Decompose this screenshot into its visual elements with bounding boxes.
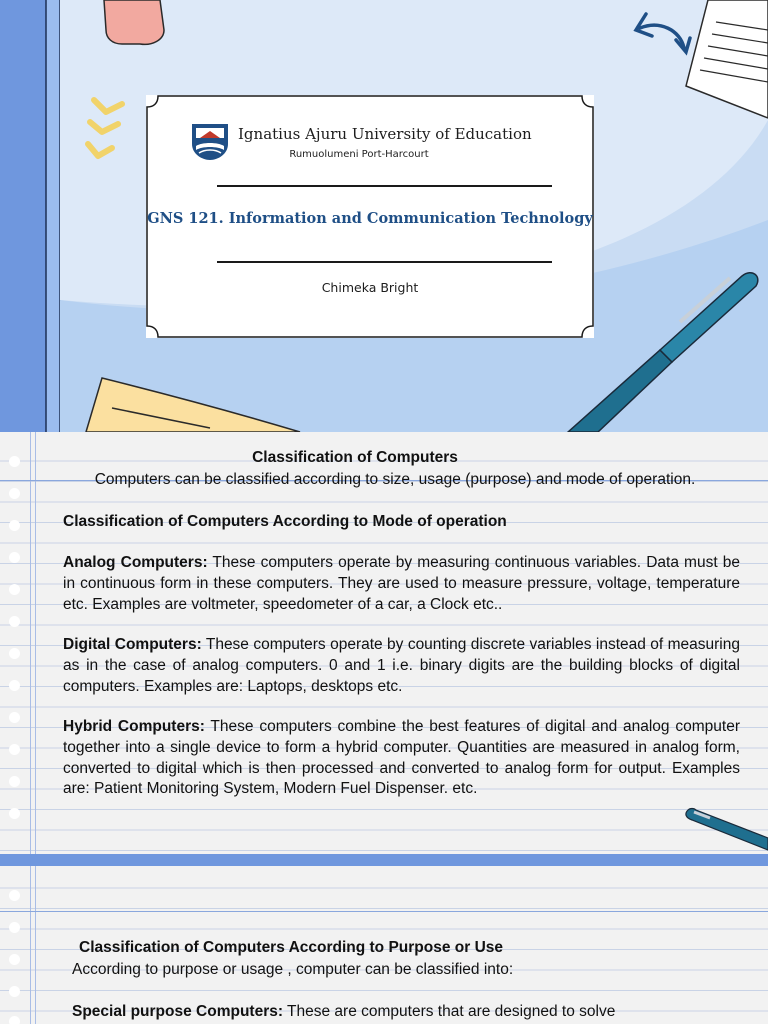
paragraph-digital	[63, 635, 740, 697]
university-logo-icon	[190, 122, 230, 162]
university-name: Ignatius Ajuru University of Education	[238, 125, 532, 143]
author-name: Chimeka Bright	[321, 280, 419, 295]
paragraph-analog	[63, 553, 740, 615]
term-special-purpose: Special purpose Computers:	[72, 1003, 284, 1020]
binder-hole	[9, 890, 20, 901]
margin-line	[30, 432, 31, 854]
binder-hole	[9, 680, 20, 691]
binder-hole	[9, 954, 20, 965]
divider-line	[217, 185, 552, 187]
divider-line	[217, 261, 552, 263]
term-hybrid: Hybrid Computers:	[63, 718, 205, 735]
notebook-page-1	[0, 432, 768, 854]
binder-hole	[9, 648, 20, 659]
binder-hole	[9, 584, 20, 595]
cover-slide	[0, 0, 768, 432]
paragraph-hybrid	[63, 717, 740, 800]
binder-hole	[9, 520, 20, 531]
definition-special-purpose: These are computers that are designed to solve	[283, 1003, 616, 1020]
section-heading: Classification of Computers According to Purpose or Use	[79, 939, 504, 956]
margin-line	[30, 866, 31, 1024]
intro-text: Computers can be classified according to size, usage (purpose) and mode of operation.	[94, 471, 696, 488]
binder-hole	[9, 616, 20, 627]
binder-hole	[9, 922, 20, 933]
definition-digital: These computers operate by counting discrete variables instead of measuring as in the case of analog computers. 0 and 1 i.e. binary digits are the building blocks of digital computers. Examples are: Laptops, desktops etc.	[63, 636, 740, 695]
page-divider	[0, 854, 768, 866]
term-analog: Analog Computers:	[63, 554, 208, 571]
section-heading: Classification of Computers According to Mode of operation	[63, 513, 507, 530]
notebook-page-2	[0, 866, 768, 1024]
title-card	[146, 95, 594, 338]
definition-hybrid: These computers combine the best features of digital and analog computer together into a single device to form a hybrid computer. Quantities are measured in analog form, converted to digital which is then processed and converted to analog form for output. Examples are: Patient Monitoring System, Modern Fuel Dispenser. etc.	[63, 718, 740, 798]
intro-text: According to purpose or usage , computer can be classified into:	[72, 961, 514, 978]
definition-analog: These computers operate by measuring continuous variables. Data must be in continuous form in these computers. They are used to measure pressure, voltage, temperature etc. Examples are voltmeter, speedometer of a car, a Clock etc..	[63, 554, 740, 613]
page-rule	[0, 911, 768, 912]
binder-hole	[9, 776, 20, 787]
binder-hole	[9, 986, 20, 997]
binder-hole	[9, 712, 20, 723]
binder-hole	[9, 488, 20, 499]
pen-icon	[684, 806, 768, 854]
university-location: Rumuolumeni Port-Harcourt	[289, 149, 429, 160]
page-title: Classification of Computers	[252, 449, 458, 466]
paragraph-special-purpose	[72, 1002, 742, 1023]
margin-line	[35, 866, 36, 1024]
term-digital: Digital Computers:	[63, 636, 202, 653]
binder-hole	[9, 552, 20, 563]
binder-hole	[9, 1016, 20, 1024]
binder-hole	[9, 744, 20, 755]
eraser-icon	[104, 0, 164, 44]
binder-hole	[9, 808, 20, 819]
course-title: GNS 121. Information and Communication Technology	[147, 210, 593, 227]
margin-line	[35, 432, 36, 854]
